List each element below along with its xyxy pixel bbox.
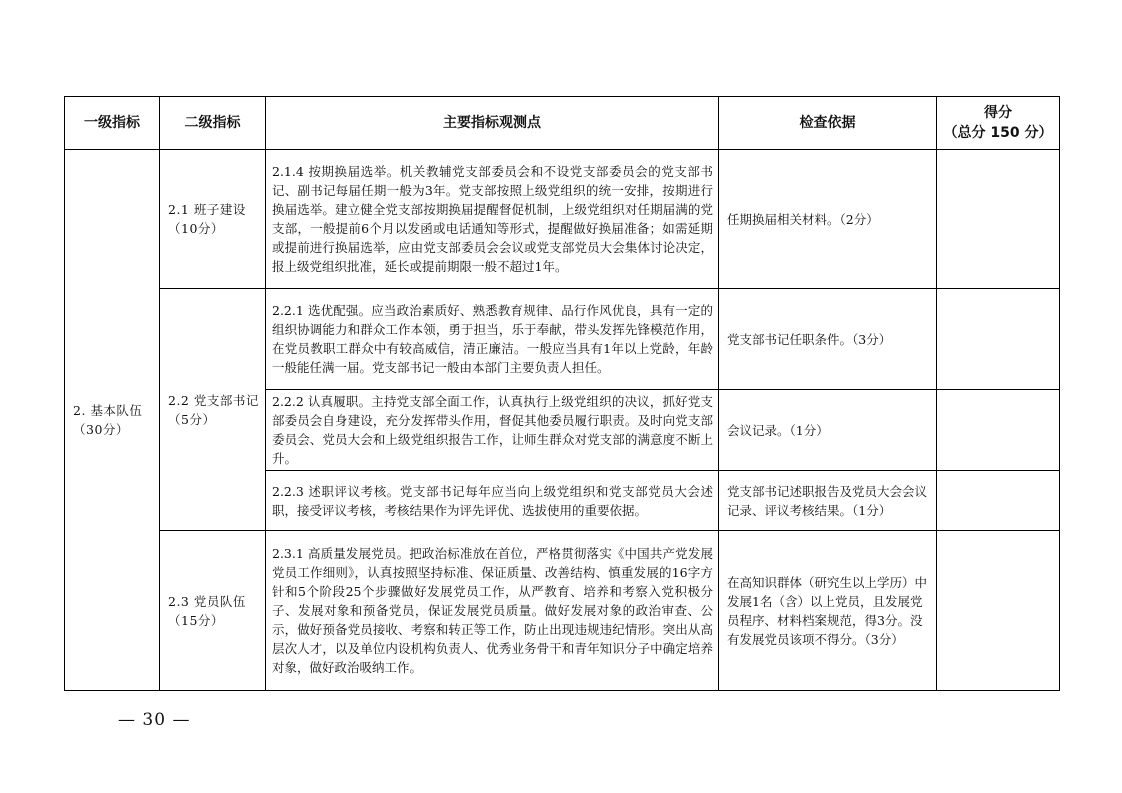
category-cell: 2. 基本队伍（30分） bbox=[65, 150, 160, 691]
evaluation-table bbox=[64, 96, 1060, 691]
basis-cell: 会议记录。（1分） bbox=[719, 390, 937, 471]
header-level2: 二级指标 bbox=[160, 97, 266, 150]
subcategory-team-building: 2.1 班子建设（10分） bbox=[160, 150, 266, 289]
score-cell[interactable] bbox=[937, 471, 1060, 531]
score-cell[interactable] bbox=[937, 390, 1060, 471]
subcategory-members: 2.3 党员队伍（15分） bbox=[160, 531, 266, 691]
header-basis: 检查依据 bbox=[719, 97, 937, 150]
observation-cell: 2.1.4 按期换届选举。机关教辅党支部委员会和不设党支部委员会的党支部书记、副书记每届任期一般为3年。党支部按照上级党组织的统一安排，按期进行换届选举。建立健全党支部按期换届提醒督促机制，上级党组织对任期届满的党支部，一般提前6个月以发函或电话通知等形式，提醒做好换届准备；如需延期或提前进行换届选举，应由党支部委员会会议或党支部党员大会集体讨论决定，报上级党组织批准，延长或提前期限一般不超过1年。 bbox=[266, 150, 719, 289]
table-row bbox=[65, 150, 1060, 289]
header-level1: 一级指标 bbox=[65, 97, 160, 150]
header-observation: 主要指标观测点 bbox=[266, 97, 719, 150]
table-row bbox=[65, 531, 1060, 691]
header-score bbox=[937, 97, 1060, 150]
score-cell[interactable] bbox=[937, 289, 1060, 390]
header-score-line1: 得分 bbox=[984, 105, 1012, 121]
observation-cell: 2.2.3 述职评议考核。党支部书记每年应当向上级党组织和党支部党员大会述职，接受评议考核，考核结果作为评先评优、选拔使用的重要依据。 bbox=[266, 471, 719, 531]
basis-cell: 任期换届相关材料。（2分） bbox=[719, 150, 937, 289]
observation-cell: 2.3.1 高质量发展党员。把政治标准放在首位，严格贯彻落实《中国共产党发展党员工作细则》，认真按照坚持标准、保证质量、改善结构、慎重发展的16字方针和5个阶段25个步骤做好发展党员工作，从严教育、培养和考察入党积极分子、发展对象和预备党员，保证发展党员质量。做好发展对象的政治审查、公示，做好预备党员接收、考察和转正等工作，防止出现违规违纪情形。突出从高层次人才，以及单位内设机构负责人、优秀业务骨干和青年知识分子中确定培养对象，做好政治吸纳工作。 bbox=[266, 531, 719, 691]
table-row bbox=[65, 289, 1060, 390]
basis-cell: 党支部书记任职条件。（3分） bbox=[719, 289, 937, 390]
page-number: — 30 — bbox=[118, 710, 191, 730]
score-cell[interactable] bbox=[937, 531, 1060, 691]
basis-cell: 在高知识群体（研究生以上学历）中发展1名（含）以上党员，且发展党员程序、材料档案规范，得3分。没有发展党员该项不得分。（3分） bbox=[719, 531, 937, 691]
header-score-line2: （总分 150 分） bbox=[943, 125, 1053, 141]
basis-cell: 党支部书记述职报告及党员大会会议记录、评议考核结果。（1分） bbox=[719, 471, 937, 531]
subcategory-secretary: 2.2 党支部书记（5分） bbox=[160, 289, 266, 531]
observation-cell: 2.2.1 选优配强。应当政治素质好、熟悉教育规律、品行作风优良，具有一定的组织协调能力和群众工作本领，勇于担当，乐于奉献，带头发挥先锋模范作用，在党员教职工群众中有较高威信，清正廉洁。一般应当具有1年以上党龄，年龄一般能任满一届。党支部书记一般由本部门主要负责人担任。 bbox=[266, 289, 719, 390]
observation-cell: 2.2.2 认真履职。主持党支部全面工作，认真执行上级党组织的决议，抓好党支部委员会自身建设，充分发挥带头作用，督促其他委员履行职责。及时向党支部委员会、党员大会和上级党组织报告工作，让师生群众对党支部的满意度不断上升。 bbox=[266, 390, 719, 471]
score-cell[interactable] bbox=[937, 150, 1060, 289]
header-row bbox=[65, 97, 1060, 150]
